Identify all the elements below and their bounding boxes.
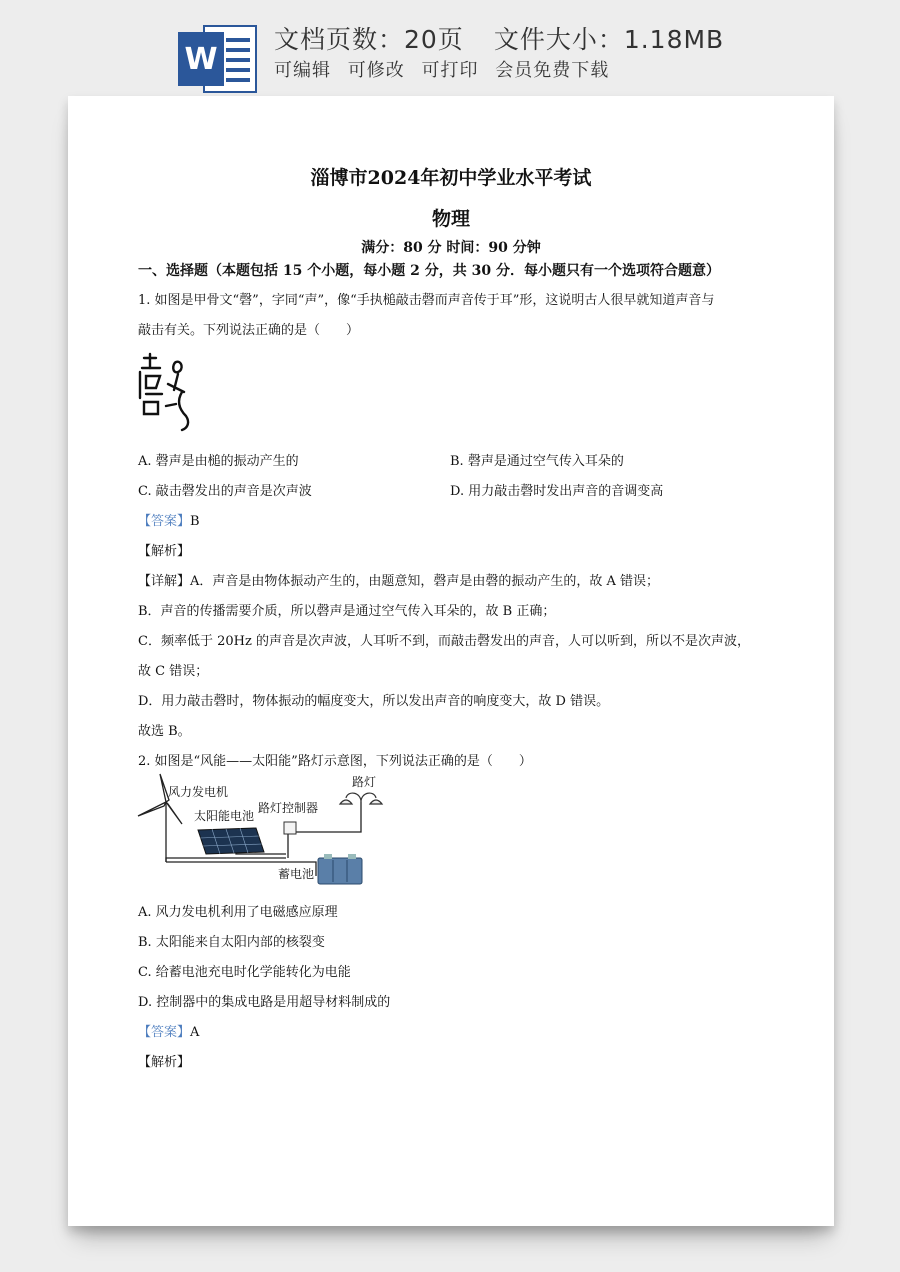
- q1-option-a: A. 磬声是由槌的振动产生的: [138, 454, 299, 469]
- q1-option-b: B. 磬声是通过空气传入耳朵的: [450, 454, 624, 469]
- svg-text:W: W: [184, 42, 218, 77]
- exam-meta: 满分：80 分 时间：90 分钟: [361, 240, 541, 256]
- exam-subject: 物理: [431, 208, 470, 230]
- street-lamp-diagram: [136, 772, 386, 892]
- feature-list: [274, 56, 619, 82]
- section-heading: 一、选择题（本题包括 15 个小题，每小题 2 分，共 30 分．每小题只有一个选项符合题意）: [138, 263, 720, 279]
- label-wind-generator: 风力发电机: [168, 785, 229, 799]
- q1-detail-d: D．用力敲击磬时，物体振动的幅度变大，所以发出声音的响度变大，故 D 错误。: [138, 694, 610, 709]
- solar-panel-icon: [198, 828, 264, 854]
- file-size: 文件大小：1.18MB: [493, 25, 725, 54]
- q1-detail-c2: 故 C 错误；: [138, 664, 209, 679]
- battery-icon: [318, 854, 362, 884]
- label-lamp: 路灯: [352, 775, 377, 789]
- page-count: 文档页数：20页: [274, 25, 464, 54]
- q2-option-c: C. 给蓄电池充电时化学能转化为电能: [138, 965, 351, 980]
- answer-tag: 【答案】: [138, 1025, 191, 1040]
- q2-stem: 2. 如图是“风能——太阳能”路灯示意图，下列说法正确的是（ ）: [138, 754, 532, 769]
- label-controller: 路灯控制器: [258, 801, 319, 815]
- answer-value: A: [190, 1025, 200, 1040]
- detail-tag: 【详解】: [138, 574, 191, 589]
- label-battery: 蓄电池: [278, 867, 315, 881]
- q1-option-c: C. 敲击磬发出的声音是次声波: [138, 484, 312, 499]
- feature-printable: 可打印: [421, 60, 479, 81]
- document-page: [68, 96, 834, 1226]
- q1-analysis-tag: 【解析】: [138, 544, 191, 559]
- exam-title: 淄博市2024年初中学业水平考试: [310, 167, 592, 189]
- q1-detail-b: B．声音的传播需要介质，所以磬声是通过空气传入耳朵的，故 B 正确；: [138, 604, 556, 619]
- q2-answer: [138, 1021, 199, 1040]
- q2-option-b: B. 太阳能来自太阳内部的核裂变: [138, 935, 325, 950]
- detail-a-text: A．声音是由物体振动产生的，由题意知，磬声是由磬的振动产生的，故 A 错误；: [190, 574, 660, 589]
- q2-option-a: A. 风力发电机利用了电磁感应原理: [138, 905, 338, 920]
- label-solar-cell: 太阳能电池: [194, 809, 255, 823]
- q1-stem-line1: 1. 如图是甲骨文“磬”，字同“声”，像“手执槌敲击磬而声音传于耳”形，这说明古人很早就知道声音与: [138, 293, 715, 308]
- turbine-blade: [166, 802, 182, 824]
- answer-value: B: [190, 514, 200, 529]
- q1-conclusion: 故选 B。: [138, 724, 191, 739]
- answer-tag: 【答案】: [138, 514, 191, 529]
- q1-detail-c1: C．频率低于 20Hz 的声音是次声波，人耳听不到，而敲击磬发出的声音，人可以听到，所以不是次声波，: [138, 634, 750, 649]
- download-banner: [0, 0, 900, 96]
- feature-member-download: 会员免费下载: [495, 60, 610, 81]
- q2-analysis-tag: 【解析】: [138, 1055, 191, 1070]
- turbine-blade: [138, 802, 166, 816]
- file-info: [274, 20, 724, 56]
- q2-option-d: D. 控制器中的集成电路是用超导材料制成的: [138, 995, 391, 1010]
- controller-box-icon: [284, 822, 296, 834]
- oracle-bone-character-icon: [136, 348, 196, 434]
- feature-modifiable: 可修改: [347, 60, 405, 81]
- feature-editable: 可编辑: [274, 60, 331, 81]
- q1-option-d: D. 用力敲击磬时发出声音的音调变高: [450, 484, 664, 499]
- q1-stem-line2: 敲击有关。下列说法正确的是（ ）: [138, 323, 360, 338]
- q1-detail-a: [138, 570, 659, 589]
- q1-answer: [138, 510, 200, 529]
- word-document-icon: [178, 22, 258, 96]
